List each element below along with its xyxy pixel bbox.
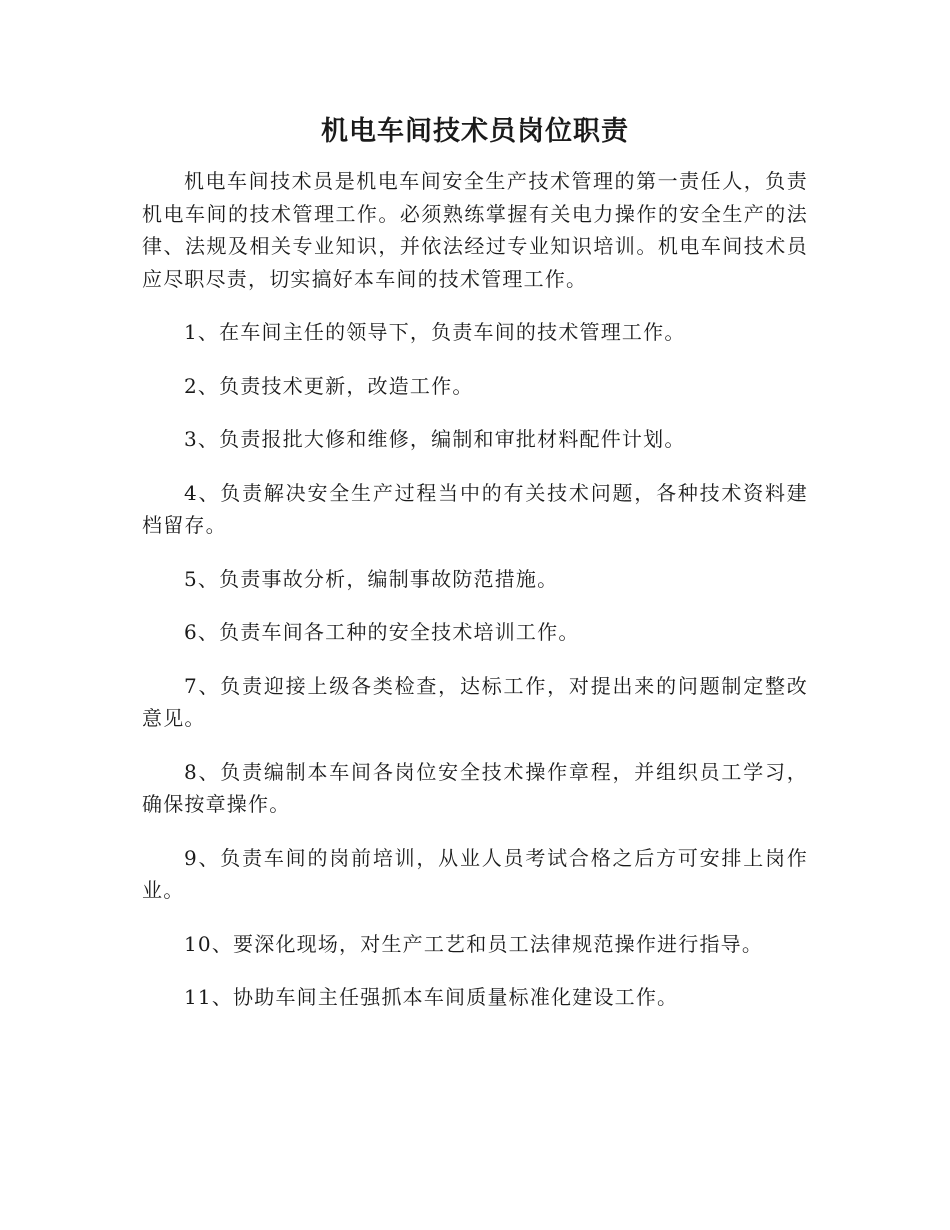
intro-paragraph: 机电车间技术员是机电车间安全生产技术管理的第一责任人，负责机电车间的技术管理工作。必须熟练掌握有关电力操作的安全生产的法律、法规及相关专业知识，并依法经过专业知识培训。机电车间技术员应尽职尽责，切实搞好本车间的技术管理工作。 xyxy=(142,169,808,291)
duty-list xyxy=(142,316,808,1014)
duty-item: 11、协助车间主任强抓本车间质量标准化建设工作。 xyxy=(184,985,679,1009)
document-title: 机电车间技术员岗位职责 xyxy=(321,116,629,147)
duty-item: 7、负责迎接上级各类检查，达标工作，对提出来的问题制定整改意见。 xyxy=(142,673,808,730)
duty-item: 2、负责技术更新，改造工作。 xyxy=(184,373,474,398)
duty-item: 8、负责编制本车间各岗位安全技术操作章程，并组织员工学习，确保按章操作。 xyxy=(142,759,808,816)
duty-item: 9、负责车间的岗前培训，从业人员考试合格之后方可安排上岗作业。 xyxy=(142,845,808,902)
document-body xyxy=(142,165,808,1014)
duty-item: 10、要深化现场，对生产工艺和员工法律规范操作进行指导。 xyxy=(184,931,764,956)
duty-item: 1、在车间主任的领导下，负责车间的技术管理工作。 xyxy=(184,320,686,344)
duty-item: 5、负责事故分析，编制事故防范措施。 xyxy=(184,566,559,591)
duty-item: 4、负责解决安全生产过程当中的有关技术问题，各种技术资料建档留存。 xyxy=(142,480,808,537)
duty-item: 6、负责车间各工种的安全技术培训工作。 xyxy=(184,620,580,644)
duty-item: 3、负责报批大修和维修，编制和审批材料配件计划。 xyxy=(184,427,686,451)
